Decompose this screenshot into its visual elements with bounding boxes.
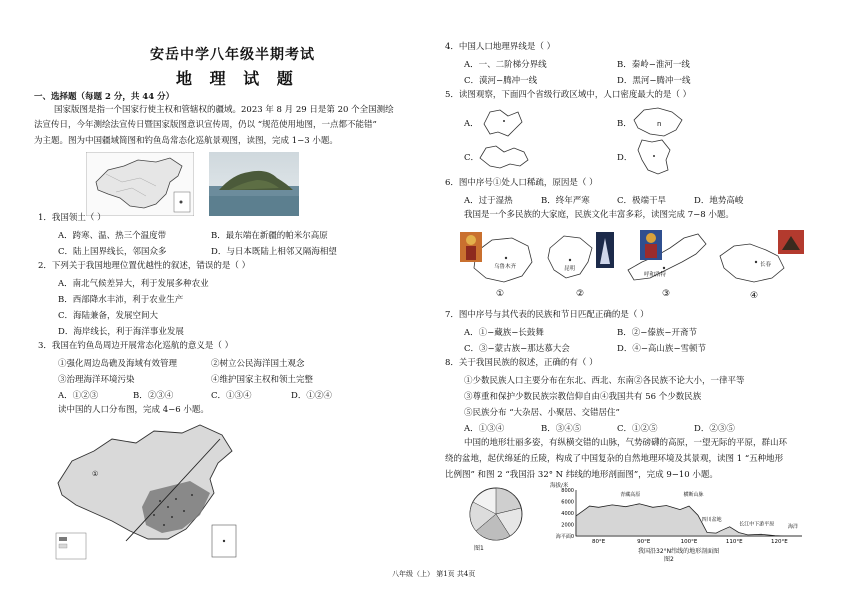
q8-option-c[interactable]: C．①②⑤ [617, 424, 658, 434]
profile-label: 长江中下游平原 [739, 521, 775, 528]
profile-label: 青藏高原 [620, 491, 641, 498]
q7-option-b[interactable]: B．②−傣族−开斋节 [617, 328, 697, 338]
q8-option-d[interactable]: D．②③⑤ [694, 424, 735, 434]
diaoyu-island-photo [209, 152, 299, 216]
profile-caption: 我国沿32°N纬线的地形剖面图 [638, 548, 720, 555]
q7-option-d[interactable]: D．④−高山族−雪顿节 [617, 344, 707, 354]
q5-map-d [632, 136, 676, 176]
q6-option-c[interactable]: C．极端干旱 [617, 196, 667, 206]
q2-option-a[interactable]: A．南北气候差异大，利于发展多种农业 [58, 279, 209, 289]
ethnic-map-2 [540, 226, 620, 302]
city-kunming: 昆明 [564, 266, 576, 272]
profile-label: 海洋 [787, 523, 798, 530]
profile-ytick: 2000 [561, 522, 574, 529]
q3-item-3: ③治理海洋环境污染 [58, 375, 135, 385]
china-territory-map [86, 152, 194, 216]
china-population-map [50, 421, 246, 566]
city-changchun: 长春 [760, 262, 772, 268]
q2-option-d[interactable]: D．海岸线长，利于海洋事业发展 [58, 327, 184, 337]
terrain-proportion-figure [466, 484, 526, 554]
q4-option-d[interactable]: D．黑河−腾冲一线 [617, 76, 691, 86]
q3-item-1: ①强化周边岛礁及海域有效管理 [58, 359, 178, 369]
q1-option-b[interactable]: B．最东端在新疆的帕米尔高原 [211, 231, 328, 241]
q5-stem: 5．读图观察，下面四个省级行政区域中，人口密度最大的是（ ） [445, 90, 692, 100]
q3-option-d[interactable]: D．①②④ [291, 391, 332, 401]
ethnic-map-4 [714, 226, 810, 302]
fig2-label: 图2 [664, 556, 674, 562]
ethnic-label-4: ④ [750, 291, 759, 301]
q6-stem: 6．图中序号①处人口稀疏，原因是（ ） [445, 178, 598, 188]
q5-map-b-label: n [657, 120, 662, 128]
q4-option-a[interactable]: A．一、二阶梯分界线 [464, 60, 547, 70]
profile-xtick: 110°E [725, 539, 743, 545]
profile-label: 横断山脉 [683, 491, 704, 498]
q1-option-d[interactable]: D．与日本既陆上相邻又隔海相望 [211, 247, 337, 257]
q1-option-a[interactable]: A．跨寒、温、热三个温度带 [58, 231, 167, 241]
q8-option-b[interactable]: B．③④⑤ [541, 424, 582, 434]
q6-option-b[interactable]: B．终年严寒 [541, 196, 590, 206]
q5-map-c [476, 140, 532, 172]
q4-option-b[interactable]: B．秦岭−淮河一线 [617, 60, 690, 70]
q2-option-c[interactable]: C．海陆兼备，发展空间大 [58, 311, 159, 321]
subject-title: 地 理 试 题 [176, 69, 299, 88]
q7-stem: 7．图中序号与其代表的民族和节日匹配正确的是（ ） [445, 310, 649, 320]
section-heading: 一、选择题（每题 2 分，共 44 分） [34, 92, 175, 102]
profile-label: 四川盆地 [701, 517, 722, 524]
q3-item-2: ②树立公民海洋国土观念 [211, 359, 305, 369]
q5-option-c[interactable]: C． [464, 153, 480, 163]
profile-xtick: 90°E [637, 539, 651, 545]
q5-map-a [478, 104, 526, 140]
intro3: 我国是一个多民族的大家庭，民族文化丰富多彩，读图完成 7−8 小题。 [464, 210, 734, 220]
q3-item-4: ④维护国家主权和领土完整 [211, 375, 314, 385]
page-footer: 八年级（上） 第1页 共4页 [392, 570, 476, 578]
ethnic-label-3: ③ [662, 289, 671, 299]
intro4-line1: 中国的地形壮丽多姿，有纵横交错的山脉，气势磅礴的高原，一望无际的平原，群山环 [464, 438, 788, 448]
intro1-line1: 国家版图是指一个国家行使主权和管辖权的疆域。2023 年 8 月 29 日是第 20 个全国测绘 [54, 105, 394, 115]
profile-xtick: 80°E [591, 539, 606, 545]
q7-option-c[interactable]: C．③−蒙古族−那达慕大会 [464, 344, 570, 354]
ethnic-map-1 [458, 226, 538, 302]
profile-xtick: 120°E [771, 539, 788, 545]
q2-option-b[interactable]: B．西部降水丰沛，利于农业生产 [58, 295, 184, 305]
q8-items-3-4: ③尊重和保护少数民族宗教信仰自由④我国共有 56 个少数民族 [464, 392, 702, 402]
q3-stem: 3．我国在钓鱼岛周边开展常态化巡航的意义是（ ） [38, 341, 234, 351]
terrain-profile-chart [540, 480, 810, 562]
ethnic-label-2: ② [576, 289, 585, 299]
intro1-line3: 为主题。图为中国疆域简图和钓鱼岛常态化巡航景观图，读图，完成 1−3 小题。 [34, 136, 338, 146]
profile-ylabel: 海拔/米 [550, 483, 569, 489]
q3-option-a[interactable]: A．①②③ [58, 391, 99, 401]
q3-option-c[interactable]: C．①③④ [211, 391, 252, 401]
q5-option-a[interactable]: A． [464, 119, 479, 129]
intro4-line2: 绕的盆地，起伏绵延的丘陵，构成了中国复杂的自然地理环境及其景观，读图 1 “五种地形 [445, 454, 784, 464]
q5-map-b [630, 104, 686, 140]
ethnic-map-3 [622, 226, 712, 302]
intro1-line2: 法宣传日，今年测绘法宣传日暨国家版图意识宣传周，仍以 “规范使用地图，一点都不能错” [34, 120, 377, 130]
q7-option-a[interactable]: A．①−藏族−长鼓舞 [464, 328, 544, 338]
q8-option-a[interactable]: A．①③④ [464, 424, 505, 434]
school-title: 安岳中学八年级半期考试 [150, 47, 315, 63]
q6-option-a[interactable]: A．过于湿热 [464, 196, 513, 206]
profile-ytick: 海平面0 [555, 534, 574, 540]
fig1-label: 图1 [474, 545, 484, 552]
q1-stem: 1．我国领土（ ） [38, 213, 106, 223]
profile-xtick: 100°E [680, 539, 698, 545]
q8-stem: 8．关于我国民族的叙述，正确的有（ ） [445, 358, 598, 368]
q4-stem: 4．中国人口地理界线是（ ） [445, 42, 556, 52]
q1-option-c[interactable]: C．陆上国界线长，邻国众多 [58, 247, 167, 257]
q5-option-d[interactable]: D． [617, 153, 633, 163]
profile-ytick: 8000 [561, 488, 574, 494]
profile-ytick: 6000 [561, 499, 574, 506]
profile-ytick: 4000 [561, 511, 574, 517]
q8-item-5: ⑤民族分布 “大杂居、小聚居、交错居住” [464, 408, 620, 418]
q2-stem: 2．下列关于我国地理位置优越性的叙述，错误的是（ ） [38, 261, 251, 271]
q6-option-d[interactable]: D．地势高峻 [694, 196, 744, 206]
profile-line [576, 504, 802, 536]
intro4-line3: 比例图” 和图 2 “我国沿 32° N 纬线的地形剖面图”，完成 9−10 小题。 [445, 470, 718, 480]
city-hohhot: 呼和浩特 [644, 272, 667, 278]
city-urumqi: 乌鲁木齐 [494, 264, 517, 270]
q5-option-b[interactable]: B． [617, 119, 632, 129]
q4-option-c[interactable]: C．漠河−腾冲一线 [464, 76, 538, 86]
q3-option-b[interactable]: B．②③④ [133, 391, 174, 401]
intro2: 读中国的人口分布图，完成 4−6 小题。 [58, 405, 209, 415]
ethnic-label-1: ① [496, 289, 505, 299]
q8-items-1-2: ①少数民族人口主要分布在东北、西北、东南②各民族不论大小，一律平等 [464, 376, 745, 386]
svg-text:①: ① [92, 470, 99, 478]
